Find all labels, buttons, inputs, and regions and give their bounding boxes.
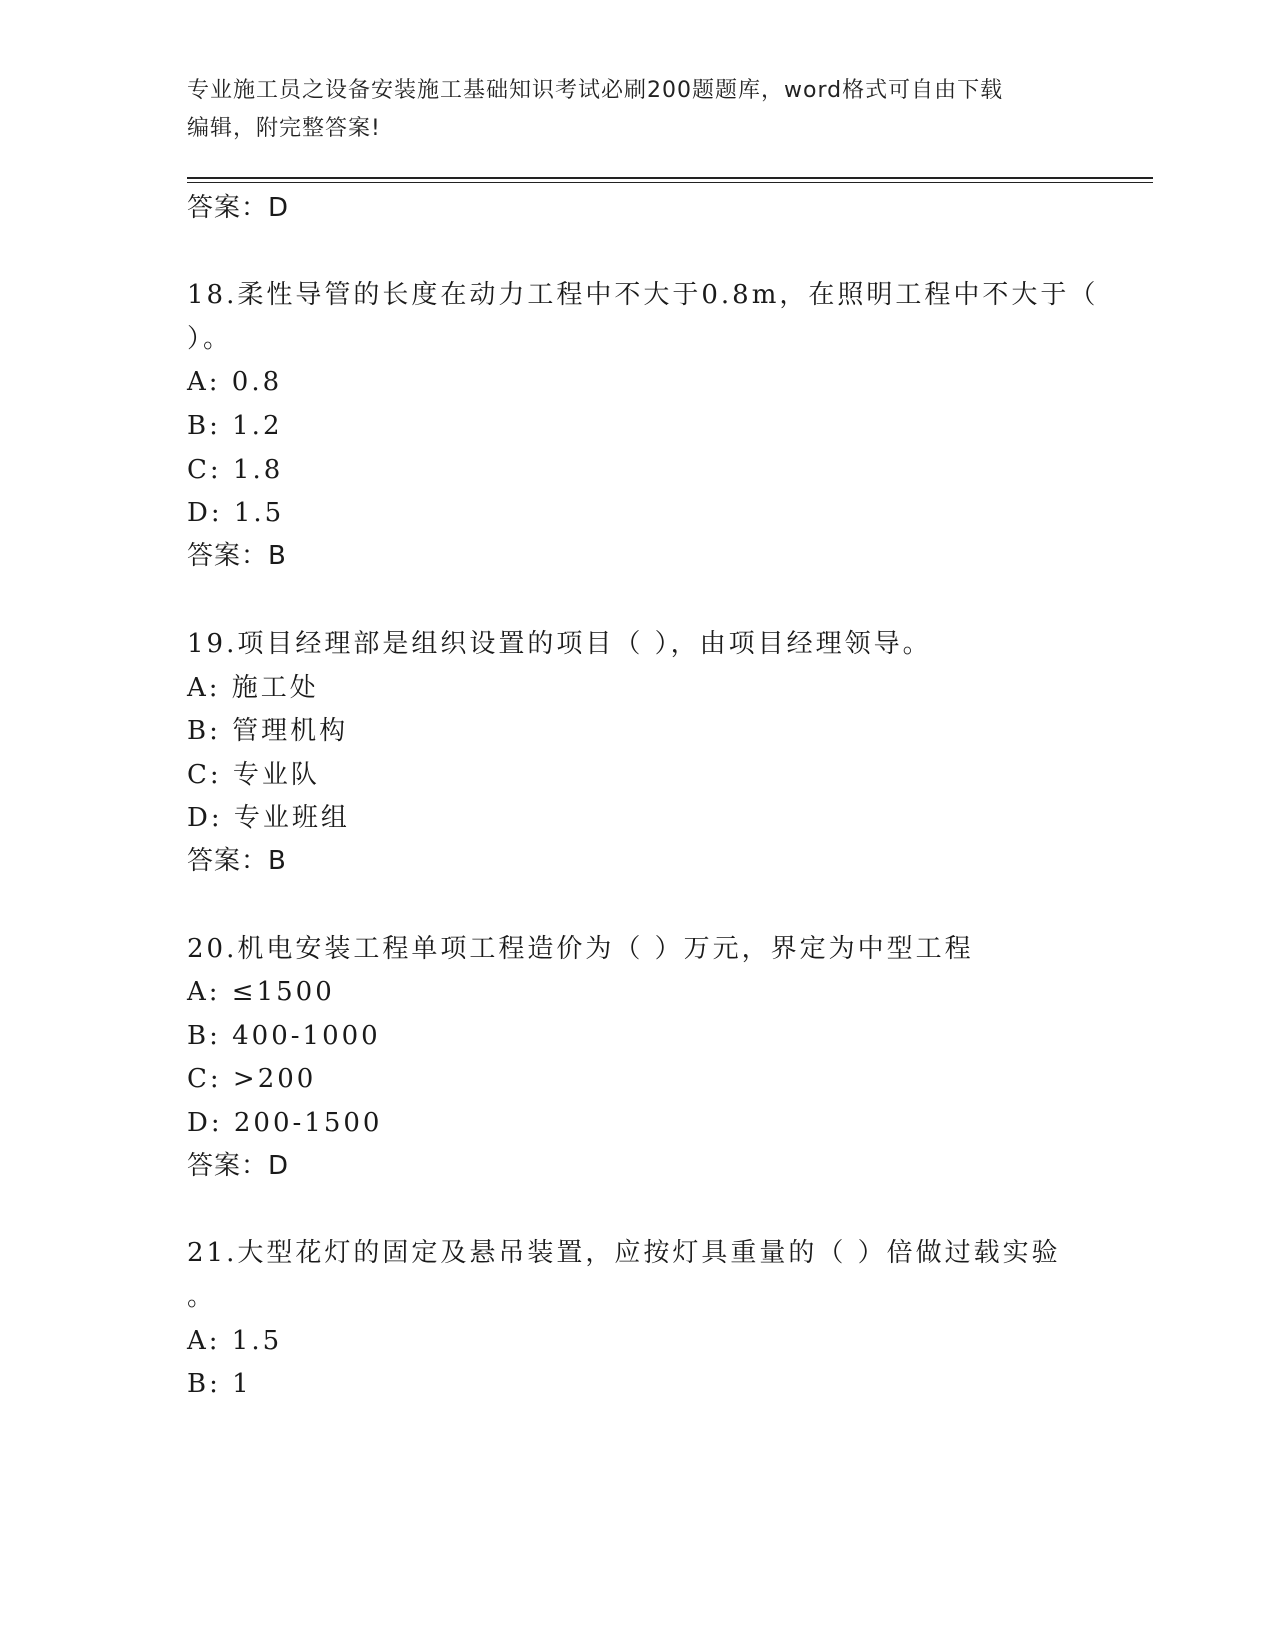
question-20-option-a: A: ≤1500 — [187, 977, 335, 1007]
question-21-stem-cont: 。 — [187, 1282, 217, 1312]
question-18-answer: 答案：B — [187, 541, 287, 571]
question-19-option-a: A: 施工处 — [187, 673, 319, 703]
question-19-stem: 19.项目经理部是组织设置的项目（ ），由项目经理领导。 — [187, 629, 932, 659]
question-20-answer: 答案：D — [187, 1151, 290, 1181]
question-18-option-d: D: 1.5 — [187, 498, 285, 528]
header-divider-thick — [187, 177, 1153, 179]
question-20-option-d: D: 200-1500 — [187, 1108, 383, 1138]
question-18-stem-cont: ）。 — [187, 324, 233, 354]
question-20-stem: 20.机电安装工程单项工程造价为（ ）万元，界定为中型工程 — [187, 934, 974, 964]
question-19-option-b: B: 管理机构 — [187, 716, 349, 746]
previous-answer: 答案：D — [187, 193, 290, 223]
header-divider-thin — [187, 182, 1153, 183]
question-18-stem: 18.柔性导管的长度在动力工程中不大于0.8m，在照明工程中不大于（ — [187, 280, 1099, 310]
question-21-stem: 21.大型花灯的固定及悬吊装置，应按灯具重量的（ ）倍做过载实验 — [187, 1238, 1061, 1268]
question-21-option-a: A: 1.5 — [187, 1326, 283, 1356]
header-title-line1: 专业施工员之设备安装施工基础知识考试必刷200题题库，word格式可自由下载 — [187, 78, 1004, 103]
question-19-option-c: C: 专业队 — [187, 760, 320, 790]
question-18-option-c: C: 1.8 — [187, 455, 284, 485]
question-20-option-c: C: >200 — [187, 1064, 317, 1094]
question-18-option-b: B: 1.2 — [187, 411, 283, 441]
question-18-option-a: A: 0.8 — [187, 367, 283, 397]
question-19-answer: 答案：B — [187, 846, 287, 876]
question-20-option-b: B: 400-1000 — [187, 1021, 381, 1051]
page-header — [187, 72, 1067, 148]
question-21-option-b: B: 1 — [187, 1369, 252, 1399]
question-19-option-d: D: 专业班组 — [187, 803, 350, 833]
header-title-line2: 编辑，附完整答案! — [187, 116, 381, 141]
